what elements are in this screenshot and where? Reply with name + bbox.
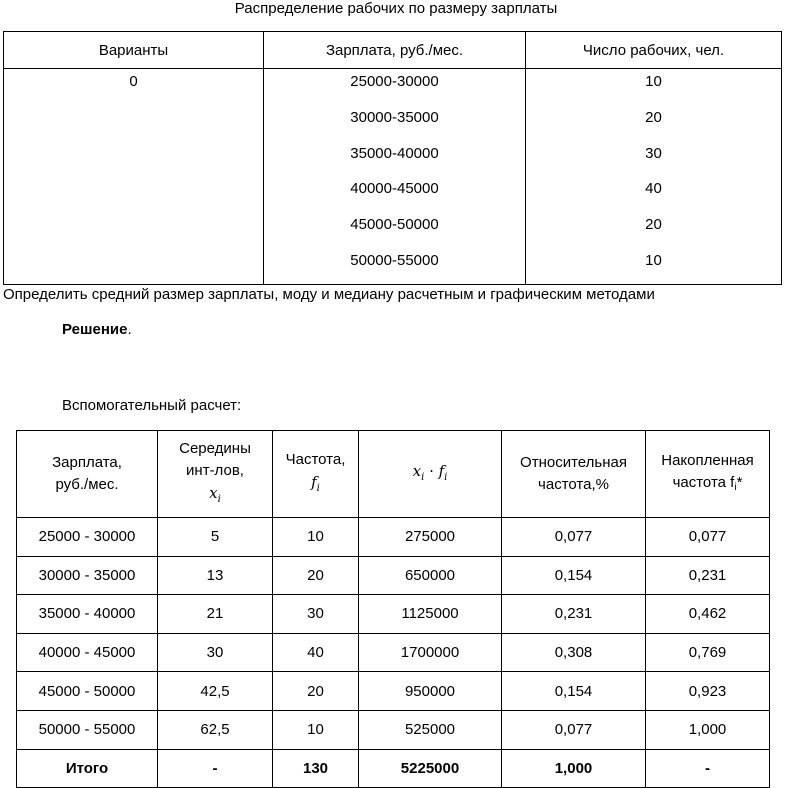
header-salary: Зарплата, руб./мес. [264, 32, 526, 69]
table-cell: 40 [273, 633, 359, 672]
salary-distribution-table [3, 31, 782, 285]
solution-label [62, 321, 132, 338]
table-cell: 0,154 [502, 672, 646, 711]
table-cell: 21 [158, 595, 273, 634]
table-row [17, 633, 770, 672]
prod-f-sub: i [444, 471, 448, 483]
table-cell: 20 [273, 672, 359, 711]
header-mid-line2: инт-лов, [186, 461, 244, 479]
table-cell: 25000 - 30000 [17, 518, 158, 557]
header-rel-line2: частота,% [538, 476, 609, 493]
table-row [17, 672, 770, 711]
header-cum-sub: i [734, 481, 737, 493]
salary-range-value: 45000-50000 [350, 216, 439, 234]
table1-header-row [4, 32, 782, 69]
header-mid-line1: Середины [179, 439, 251, 457]
workers-count-value: 10 [645, 73, 662, 90]
header-frequency [273, 431, 359, 518]
freq-var [311, 472, 320, 494]
table-cell: 1,000 [646, 710, 770, 749]
table-cell: 0,077 [646, 518, 770, 557]
table-cell: 30 [273, 595, 359, 634]
header-cum-line1: Накопленная [661, 451, 754, 469]
total-cell: 5225000 [359, 749, 502, 787]
table-cell: 0,308 [502, 633, 646, 672]
variant-value: 0 [129, 73, 138, 90]
total-cell: Итого [17, 749, 158, 787]
auxiliary-calculation-table [16, 430, 770, 788]
table-cell: 0,231 [646, 556, 770, 595]
mid-var-sub: i [217, 493, 221, 505]
table-cell: 0,154 [502, 556, 646, 595]
prod-f: f [438, 461, 445, 480]
salary-range-value: 25000-30000 [350, 73, 439, 90]
header-workers: Число рабочих, чел. [526, 32, 782, 69]
table2-header-row [17, 431, 770, 518]
table-cell: 40000 - 45000 [17, 633, 158, 672]
table-cell: 13 [158, 556, 273, 595]
header-salary [17, 431, 158, 518]
salary-range-value: 40000-45000 [350, 180, 439, 198]
solution-label-bold: Решение [62, 321, 128, 338]
table-cell: 5 [158, 518, 273, 557]
table-row [17, 710, 770, 749]
table-cell: 275000 [359, 518, 502, 557]
table-cell: 62,5 [158, 710, 273, 749]
task-text: Определить средний размер зарплаты, моду и медиану расчетным и графическим методами [3, 286, 655, 303]
table1-body-row [4, 69, 782, 285]
total-cell: - [646, 749, 770, 787]
salary-range-value: 30000-35000 [350, 108, 439, 126]
solution-dot: . [127, 321, 132, 338]
freq-var-f: f [311, 472, 317, 491]
table-cell: 1700000 [359, 633, 502, 672]
total-cell: 1,000 [502, 749, 646, 787]
variant-cell [4, 69, 264, 285]
header-salary-line1: Зарплата, [52, 454, 122, 471]
table-cell: 950000 [359, 672, 502, 711]
table-cell: 35000 - 40000 [17, 595, 158, 634]
table-row [17, 556, 770, 595]
table-cell: 0,231 [502, 595, 646, 634]
table-cell: 10 [273, 518, 359, 557]
workers-count-value: 20 [645, 216, 662, 234]
prod-x-sub: i [421, 471, 425, 483]
mid-var-x: x [209, 483, 218, 502]
workers-count-value: 40 [645, 180, 662, 198]
aux-calc-label: Вспомогательный расчет: [62, 397, 242, 414]
header-cum-star: * [736, 473, 743, 491]
table2-total-row [17, 749, 770, 787]
workers-cell [526, 69, 782, 285]
salary-cell [264, 69, 526, 285]
table-cell: 0,077 [502, 710, 646, 749]
mid-var [209, 483, 221, 505]
workers-count-value: 10 [645, 251, 662, 269]
table-row [17, 595, 770, 634]
header-relative-frequency [502, 431, 646, 518]
product-formula [412, 461, 448, 483]
header-variants: Варианты [4, 32, 264, 69]
table-cell: 42,5 [158, 672, 273, 711]
workers-count-value: 30 [645, 144, 662, 162]
table-cell: 20 [273, 556, 359, 595]
header-product [359, 431, 502, 518]
table-cell: 525000 [359, 710, 502, 749]
freq-var-sub: i [316, 482, 320, 494]
table-cell: 0,769 [646, 633, 770, 672]
header-freq-line1: Частота, [285, 450, 346, 468]
table-cell: 45000 - 50000 [17, 672, 158, 711]
total-cell: 130 [273, 749, 359, 787]
table-cell: 30000 - 35000 [17, 556, 158, 595]
table-cell: 50000 - 55000 [17, 710, 158, 749]
header-cum-line2: частота f [672, 473, 735, 491]
table-cell: 0,077 [502, 518, 646, 557]
total-cell: - [158, 749, 273, 787]
table-cell: 650000 [359, 556, 502, 595]
table-row [17, 518, 770, 557]
prod-dot: · [424, 461, 439, 480]
header-midpoints [158, 431, 273, 518]
workers-count-value: 20 [645, 108, 662, 126]
salary-range-value: 50000-55000 [350, 251, 439, 269]
table-cell: 0,462 [646, 595, 770, 634]
table-cell: 1125000 [359, 595, 502, 634]
table-cell: 0,923 [646, 672, 770, 711]
table-cell: 10 [273, 710, 359, 749]
header-salary-line2: руб./мес. [55, 476, 119, 493]
table-cell: 30 [158, 633, 273, 672]
salary-range-value: 35000-40000 [350, 144, 439, 162]
header-rel-line1: Относительная [520, 454, 627, 471]
header-cumulative-frequency [646, 431, 770, 518]
prod-x: x [412, 461, 422, 480]
table1-title: Распределение рабочих по размеру зарплаты [234, 0, 558, 17]
